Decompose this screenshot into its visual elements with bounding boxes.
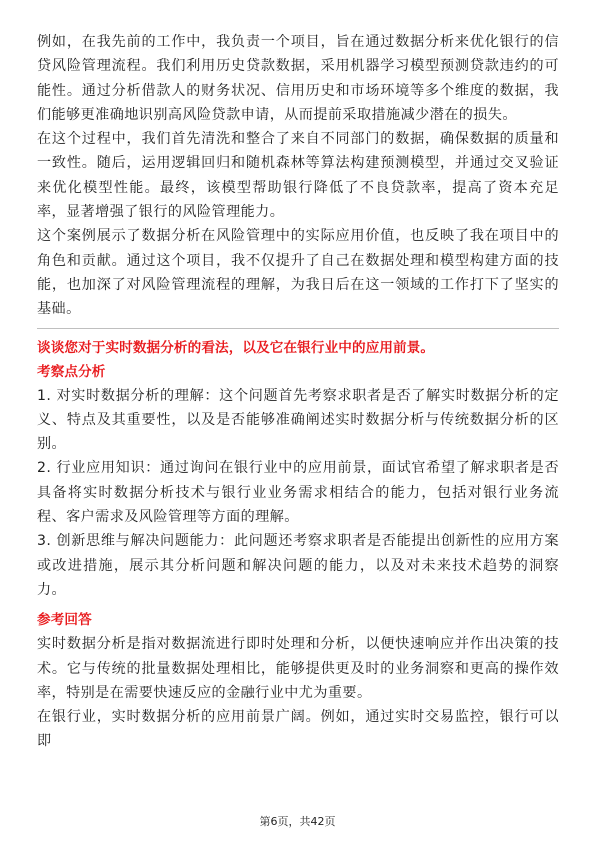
answer-paragraph: 在银行业，实时数据分析的应用前景广阔。例如，通过实时交易监控，银行可以即 xyxy=(37,709,559,750)
body-paragraph: 这个案例展示了数据分析在风险管理中的实际应用价值，也反映了我在项目中的角色和贡献。通过这个项目，我不仅提升了自己在数据处理和模型构建方面的技能，也加深了对风险管理流程的理解，为我日后在这一领域的工作打下了坚实的基础。 xyxy=(37,228,559,318)
answer-paragraph: 实时数据分析是指对数据流进行即时处理和分析，以便快速响应并作出决策的技术。它与传统的批量数据处理相比，能够提供更及时的业务洞察和更高的操作效率，特别是在需要快速反应的金融行业中尤为重要。 xyxy=(37,636,559,701)
analysis-heading: 考察点分析 xyxy=(37,363,106,380)
analysis-item: 1. 对实时数据分析的理解：这个问题首先考察求职者是否了解实时数据分析的定义、特点及其重要性，以及是否能够准确阐述实时数据分析与传统数据分析的区别。 xyxy=(37,387,559,453)
question-heading: 谈谈您对于实时数据分析的看法，以及它在银行业中的应用前景。 xyxy=(37,339,435,356)
analysis-item: 3. 创新思维与解决问题能力：此问题还考察求职者是否能提出创新性的应用方案或改进措施，展示其分析问题和解决问题的能力，以及对未来技术趋势的洞察力。 xyxy=(37,533,559,598)
document-page xyxy=(37,30,559,754)
answer-heading: 参考回答 xyxy=(37,612,92,629)
page-number: 第6页，共42页 xyxy=(259,815,336,828)
body-paragraph: 在这个过程中，我们首先清洗和整合了来自不同部门的数据，确保数据的质量和一致性。随后，运用逻辑回归和随机森林等算法构建预测模型，并通过交叉验证来优化模型性能。最终，该模型帮助银行降低了不良贷款率，提高了资本充足率，显著增强了银行的风险管理能力。 xyxy=(37,131,559,221)
analysis-item: 2. 行业应用知识：通过询问在银行业中的应用前景，面试官希望了解求职者是否具备将实时数据分析技术与银行业业务需求相结合的能力，包括对银行业务流程、客户需求及风险管理等方面的理解。 xyxy=(37,460,559,526)
body-paragraph: 例如，在我先前的工作中，我负责一个项目，旨在通过数据分析来优化银行的信贷风险管理流程。我们利用历史贷款数据，采用机器学习模型预测贷款违约的可能性。通过分析借款人的财务状况、信用历史和市场环境等多个维度的数据，我们能够更准确地识别高风险贷款申请，从而提前采取措施减少潜在的损失。 xyxy=(37,34,559,123)
section-divider xyxy=(37,328,559,329)
